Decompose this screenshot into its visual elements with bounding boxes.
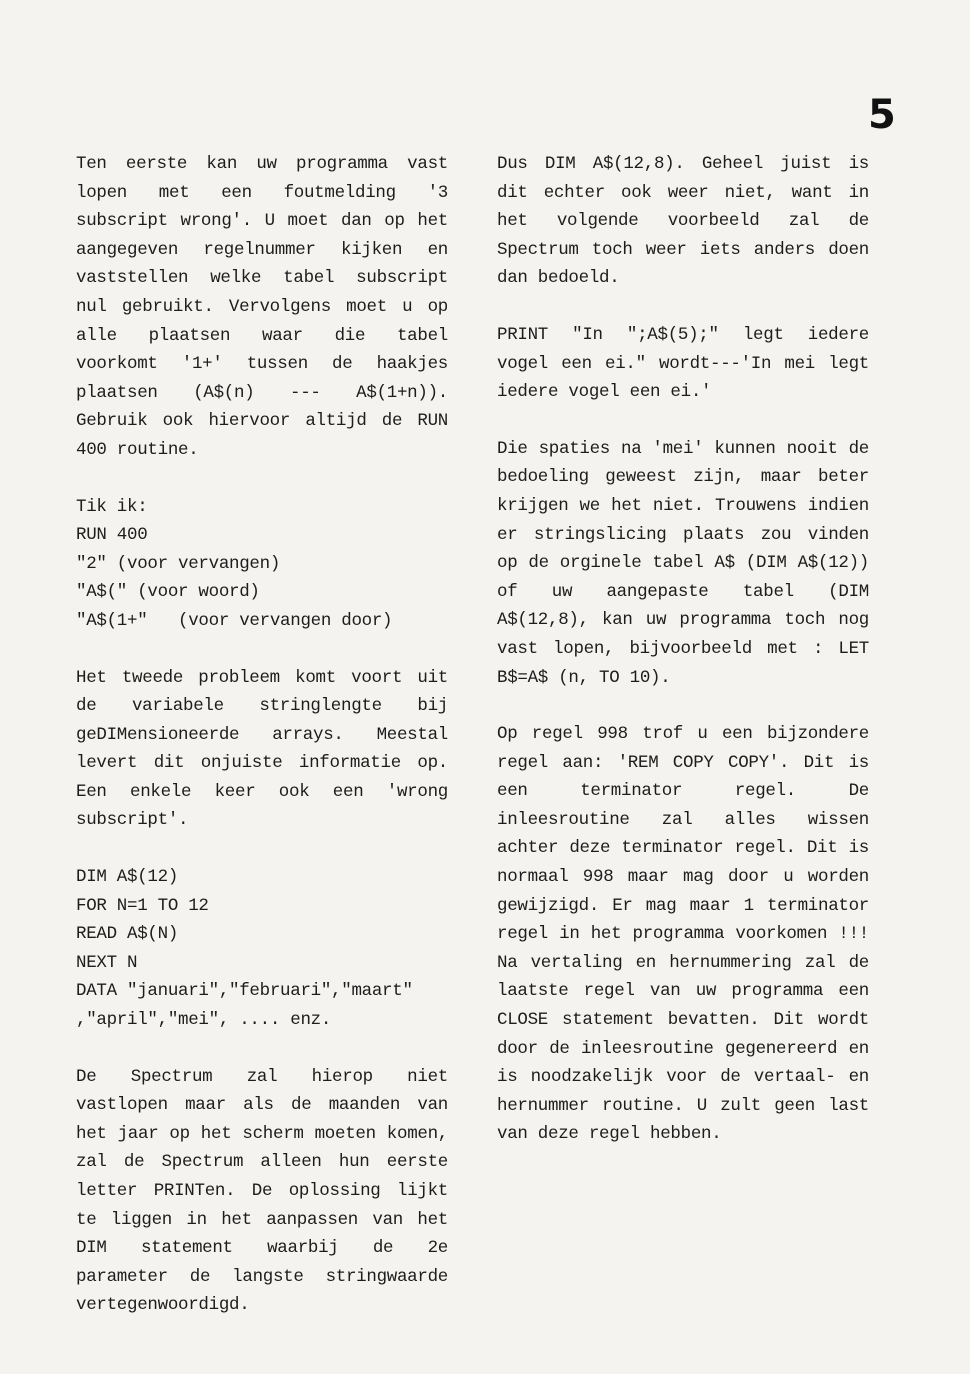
paragraph: Dus DIM A$(12,8). Geheel juist is dit echter ook weer niet, want in het volgende voorbeeld zal de Spectrum toch weer iets anders doen dan bedoeld. [497,154,869,289]
left-column [76,150,448,1348]
paragraph: Op regel 998 trof u een bijzondere regel aan: 'REM COPY COPY'. Dit is een terminator regel. De inleesroutine zal alles wissen achter deze terminator regel. Dit is normaal 998 maar mag door u worden gewijzigd. Er mag maar 1 terminator regel in het programma voorkomen !!! Na vertaling en hernummering zal de laatste regel van uw programma een CLOSE statement bevatten. Dit wordt door de inleesroutine gegenereerd en is noodzakelijk voor de vertaal- en hernummer routine. U zult geen last van deze regel hebben. [497,724,869,1145]
paragraph: De Spectrum zal hierop niet vastlopen maar als de maanden van het jaar op het scherm moeten komen, zal de Spectrum alleen hun eerste letter PRINTen. De oplossing lijkt te liggen in het aanpassen van het DIM statement waarbij de 2e parameter de langste stringwaarde vertegenwoordigd. [76,1066,448,1316]
code-block: Tik ik: RUN 400 "2" (voor vervangen) "A$(" (voor woord) "A$(1+" (voor vervangen door) [76,496,393,631]
paragraph: PRINT "In ";A$(5);" legt iedere vogel een ei." wordt---'In mei legt iedere vogel een ei.' [497,324,869,403]
page-number: 5 [868,92,896,138]
paragraph: Die spaties na 'mei' kunnen nooit de bedoeling geweest zijn, maar beter krijgen we het niet. Trouwens indien er stringslicing plaats zou vinden op de orginele tabel A$ (DIM A$(12)) of uw aangepaste tabel (DIM A$(12,8), kan uw programma toch nog vast lopen, bijvoorbeeld met : LET B$=A$ (n, TO 10). [497,438,869,688]
right-column [497,150,869,1177]
paragraph: Het tweede probleem komt voort uit de variabele stringlengte bij geDIMensioneerde arrays. Meestal levert dit onjuiste informatie op. Een enkele keer ook een 'wrong subscript'. [76,667,448,831]
code-block: DIM A$(12) FOR N=1 TO 12 READ A$(N) NEXT N DATA "januari","februari","maart" ,"april","mei", .... enz. [76,867,413,1031]
paragraph: Ten eerste kan uw programma vast lopen met een foutmelding '3 subscript wrong'. U moet dan op het aangegeven regelnummer kijken en vaststellen welke tabel subscript nul gebruikt. Vervolgens moet u op alle plaatsen waar die tabel voorkomt '1+' tussen de haakjes plaatsen (A$(n) --- A$(1+n)). Gebruik ook hiervoor altijd de RUN 400 routine. [76,154,448,460]
